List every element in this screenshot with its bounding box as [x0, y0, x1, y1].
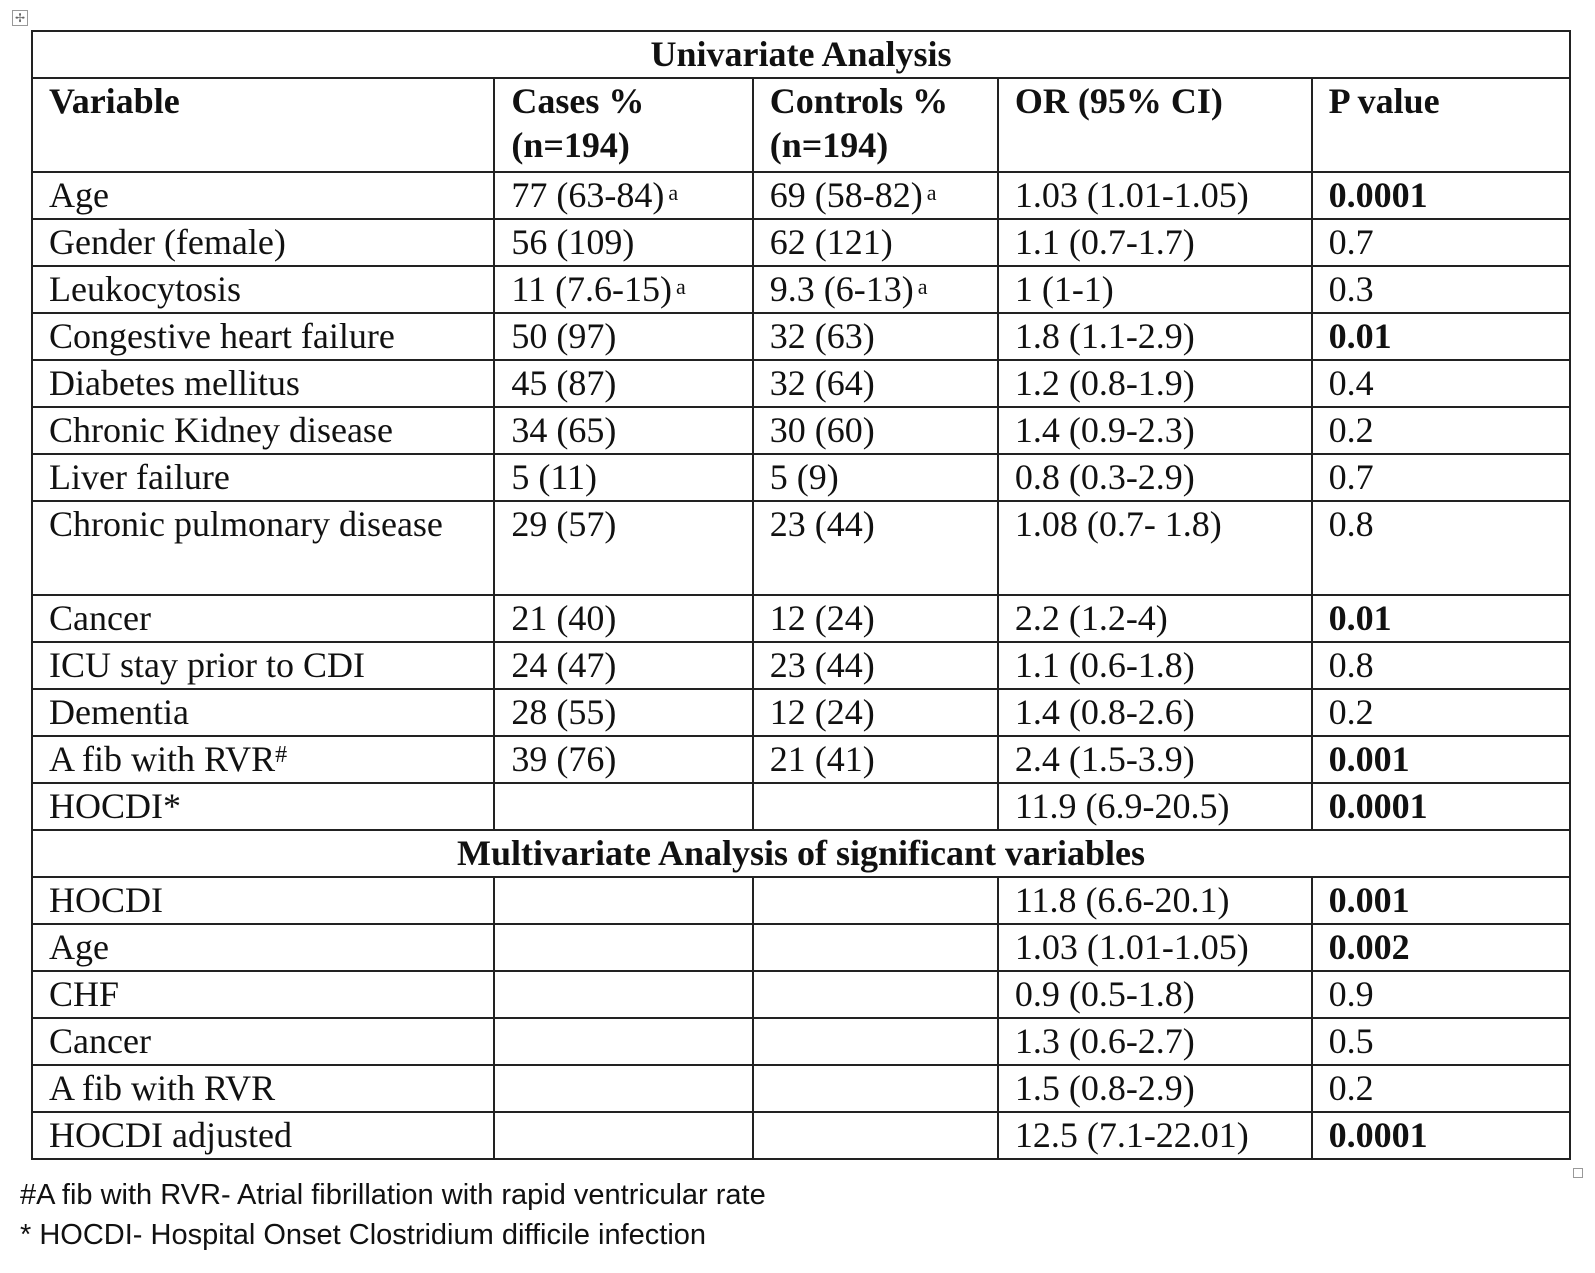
or-cell-text: 1.1 (0.6-1.8) — [1014, 645, 1195, 685]
cases-cell — [494, 360, 752, 407]
controls-cell — [753, 783, 998, 830]
p-value-cell — [1312, 642, 1570, 689]
variable-cell-text: Chronic Kidney disease — [49, 410, 393, 450]
p-value-cell-text: 0.0001 — [1328, 786, 1428, 826]
or-cell — [998, 454, 1312, 501]
controls-cell — [753, 1112, 998, 1159]
multivariate-body — [32, 877, 1570, 1159]
cases-cell — [494, 407, 752, 454]
variable-cell-footnote-mark: # — [275, 742, 288, 768]
cases-cell — [494, 266, 752, 313]
controls-cell-text: 9.3 (6-13) — [769, 269, 914, 309]
or-cell — [998, 689, 1312, 736]
variable-cell — [32, 877, 494, 924]
controls-cell — [753, 219, 998, 266]
table-row — [32, 1065, 1570, 1112]
controls-cell — [753, 501, 998, 595]
table-row — [32, 266, 1570, 313]
p-value-cell-text: 0.2 — [1328, 410, 1374, 450]
or-cell — [998, 971, 1312, 1018]
p-value-cell-text: 0.2 — [1328, 692, 1374, 732]
or-cell — [998, 360, 1312, 407]
cases-cell — [494, 1065, 752, 1112]
p-value-cell-text: 0.0001 — [1328, 1115, 1428, 1155]
table-row — [32, 407, 1570, 454]
or-cell — [998, 501, 1312, 595]
p-value-cell — [1312, 689, 1570, 736]
table-move-handle-icon[interactable]: ✢ — [12, 10, 28, 26]
controls-cell — [753, 407, 998, 454]
p-value-cell — [1312, 454, 1570, 501]
or-cell-text: 1.03 (1.01-1.05) — [1014, 175, 1249, 215]
p-value-cell-text: 0.7 — [1328, 457, 1374, 497]
variable-cell — [32, 313, 494, 360]
or-cell-text: 12.5 (7.1-22.01) — [1014, 1115, 1249, 1155]
or-cell-text: 2.2 (1.2-4) — [1014, 598, 1168, 638]
or-cell-text: 11.9 (6.9-20.5) — [1014, 786, 1230, 826]
p-value-cell-text: 0.3 — [1328, 269, 1374, 309]
p-value-cell-text: 0.8 — [1328, 645, 1374, 685]
variable-cell — [32, 595, 494, 642]
cases-cell-text: 5 (11) — [511, 457, 598, 497]
variable-cell — [32, 736, 494, 783]
or-cell — [998, 1112, 1312, 1159]
controls-cell-footnote-mark: a — [926, 180, 937, 205]
p-value-cell-text: 0.7 — [1328, 222, 1374, 262]
controls-cell-footnote-mark: a — [917, 274, 928, 299]
variable-cell-text: ICU stay prior to CDI — [49, 645, 365, 685]
controls-cell — [753, 313, 998, 360]
cases-cell — [494, 971, 752, 1018]
p-value-cell — [1312, 1018, 1570, 1065]
cases-cell-text: 77 (63-84) — [511, 175, 665, 215]
header-controls-line2: (n=194) — [769, 125, 889, 165]
variable-cell-text: Cancer — [49, 1021, 151, 1061]
variable-cell — [32, 1018, 494, 1065]
or-cell-text: 1.4 (0.8-2.6) — [1014, 692, 1195, 732]
controls-cell — [753, 924, 998, 971]
p-value-cell-text: 0.01 — [1328, 598, 1392, 638]
variable-cell — [32, 454, 494, 501]
variable-cell — [32, 501, 494, 595]
or-cell-text: 1.2 (0.8-1.9) — [1014, 363, 1195, 403]
controls-cell — [753, 689, 998, 736]
p-value-cell-text: 0.9 — [1328, 974, 1374, 1014]
variable-cell-text: Age — [49, 927, 109, 967]
cases-cell — [494, 219, 752, 266]
variable-cell — [32, 219, 494, 266]
table-row — [32, 1112, 1570, 1159]
or-cell — [998, 1018, 1312, 1065]
variable-cell-text: HOCDI* — [49, 786, 181, 826]
variable-cell — [32, 783, 494, 830]
cases-cell — [494, 172, 752, 219]
variable-cell — [32, 407, 494, 454]
p-value-cell-text: 0.0001 — [1328, 175, 1428, 215]
variable-cell-text: A fib with RVR — [49, 1068, 276, 1108]
variable-cell-text: Cancer — [49, 598, 151, 638]
or-cell — [998, 219, 1312, 266]
controls-cell — [753, 454, 998, 501]
variable-cell — [32, 642, 494, 689]
table-row — [32, 501, 1570, 595]
or-cell-text: 1.1 (0.7-1.7) — [1014, 222, 1195, 262]
variable-cell — [32, 971, 494, 1018]
controls-cell-text: 32 (63) — [769, 316, 875, 356]
univariate-title: Univariate Analysis — [32, 31, 1570, 78]
cases-cell — [494, 595, 752, 642]
table-row — [32, 219, 1570, 266]
controls-cell — [753, 266, 998, 313]
controls-cell-text: 30 (60) — [769, 410, 875, 450]
or-cell-text: 1.03 (1.01-1.05) — [1014, 927, 1249, 967]
table-row — [32, 1018, 1570, 1065]
table-row — [32, 360, 1570, 407]
controls-cell-text: 23 (44) — [769, 645, 875, 685]
or-cell — [998, 736, 1312, 783]
or-cell — [998, 783, 1312, 830]
p-value-cell — [1312, 971, 1570, 1018]
p-value-cell-text: 0.5 — [1328, 1021, 1374, 1061]
controls-cell — [753, 1065, 998, 1112]
header-cases-line2: (n=194) — [511, 125, 630, 165]
analysis-table — [31, 30, 1571, 1160]
controls-cell-text: 12 (24) — [769, 692, 875, 732]
variable-cell — [32, 266, 494, 313]
variable-cell-text: Gender (female) — [49, 222, 286, 262]
footnote-afib: #A fib with RVR- Atrial fibrillation with rapid ventricular rate — [20, 1179, 766, 1211]
p-value-cell — [1312, 736, 1570, 783]
or-cell — [998, 1065, 1312, 1112]
cases-cell-footnote-mark: a — [668, 180, 679, 205]
cases-cell-text: 45 (87) — [511, 363, 617, 403]
controls-cell-text: 12 (24) — [769, 598, 875, 638]
cases-cell-text: 56 (109) — [511, 222, 635, 262]
variable-cell-text: HOCDI — [49, 880, 163, 920]
multivariate-title: Multivariate Analysis of significant variables — [32, 830, 1570, 877]
or-cell-text: 1.3 (0.6-2.7) — [1014, 1021, 1195, 1061]
variable-cell — [32, 360, 494, 407]
table-row — [32, 642, 1570, 689]
variable-cell-text: Dementia — [49, 692, 189, 732]
variable-cell-text: Leukocytosis — [49, 269, 241, 309]
cases-cell — [494, 689, 752, 736]
variable-cell — [32, 924, 494, 971]
table-row — [32, 595, 1570, 642]
footnotes — [20, 1175, 766, 1255]
table-resize-handle-icon[interactable] — [1573, 1168, 1583, 1178]
cases-cell — [494, 454, 752, 501]
p-value-cell-text: 0.4 — [1328, 363, 1374, 403]
p-value-cell — [1312, 266, 1570, 313]
p-value-cell-text: 0.2 — [1328, 1068, 1374, 1108]
controls-cell-text: 21 (41) — [769, 739, 875, 779]
or-cell-text: 0.9 (0.5-1.8) — [1014, 974, 1195, 1014]
table-row — [32, 689, 1570, 736]
header-or: OR (95% CI) — [998, 78, 1312, 172]
p-value-cell-text: 0.002 — [1328, 927, 1410, 967]
or-cell-text: 1.4 (0.9-2.3) — [1014, 410, 1195, 450]
table-row — [32, 736, 1570, 783]
cases-cell — [494, 1112, 752, 1159]
or-cell-text: 1.5 (0.8-2.9) — [1014, 1068, 1195, 1108]
p-value-cell — [1312, 219, 1570, 266]
cases-cell — [494, 783, 752, 830]
cases-cell-text: 21 (40) — [511, 598, 617, 638]
or-cell-text: 11.8 (6.6-20.1) — [1014, 880, 1230, 920]
or-cell — [998, 595, 1312, 642]
variable-cell — [32, 1112, 494, 1159]
header-controls — [753, 78, 998, 172]
header-p: P value — [1312, 78, 1570, 172]
table-row — [32, 971, 1570, 1018]
cases-cell-text: 24 (47) — [511, 645, 617, 685]
or-cell — [998, 313, 1312, 360]
p-value-cell-text: 0.001 — [1328, 739, 1410, 779]
header-controls-line1: Controls % — [769, 81, 949, 121]
or-cell-text: 2.4 (1.5-3.9) — [1014, 739, 1195, 779]
p-value-cell — [1312, 172, 1570, 219]
p-value-cell — [1312, 1065, 1570, 1112]
variable-cell-text: Age — [49, 175, 109, 215]
controls-cell-text: 69 (58-82) — [769, 175, 923, 215]
controls-cell — [753, 172, 998, 219]
p-value-cell — [1312, 783, 1570, 830]
table-row — [32, 924, 1570, 971]
cases-cell — [494, 1018, 752, 1065]
p-value-cell — [1312, 877, 1570, 924]
variable-cell-text: CHF — [49, 974, 120, 1014]
controls-cell — [753, 642, 998, 689]
table-row — [32, 783, 1570, 830]
cases-cell-text: 50 (97) — [511, 316, 617, 356]
p-value-cell — [1312, 1112, 1570, 1159]
controls-cell — [753, 877, 998, 924]
univariate-title-row — [32, 31, 1570, 78]
table-row — [32, 877, 1570, 924]
variable-cell-text: Congestive heart failure — [49, 316, 395, 356]
or-cell — [998, 407, 1312, 454]
p-value-cell-text: 0.01 — [1328, 316, 1392, 356]
header-row — [32, 78, 1570, 172]
p-value-cell — [1312, 924, 1570, 971]
cases-cell — [494, 877, 752, 924]
variable-cell — [32, 1065, 494, 1112]
table-row — [32, 454, 1570, 501]
or-cell — [998, 172, 1312, 219]
table-row — [32, 172, 1570, 219]
cases-cell — [494, 924, 752, 971]
p-value-cell-text: 0.8 — [1328, 504, 1374, 544]
cases-cell — [494, 313, 752, 360]
or-cell — [998, 877, 1312, 924]
variable-cell-text: Chronic pulmonary disease — [49, 504, 443, 544]
or-cell — [998, 642, 1312, 689]
p-value-cell — [1312, 360, 1570, 407]
p-value-cell — [1312, 595, 1570, 642]
p-value-cell — [1312, 313, 1570, 360]
cases-cell — [494, 642, 752, 689]
controls-cell-text: 62 (121) — [769, 222, 893, 262]
multivariate-title-row — [32, 830, 1570, 877]
variable-cell-text: Diabetes mellitus — [49, 363, 300, 403]
or-cell — [998, 924, 1312, 971]
p-value-cell — [1312, 501, 1570, 595]
cases-cell-text: 39 (76) — [511, 739, 617, 779]
controls-cell-text: 32 (64) — [769, 363, 875, 403]
variable-cell — [32, 172, 494, 219]
cases-cell — [494, 736, 752, 783]
variable-cell-text: A fib with RVR — [49, 739, 276, 779]
or-cell-text: 1 (1-1) — [1014, 269, 1114, 309]
variable-cell-text: HOCDI adjusted — [49, 1115, 292, 1155]
cases-cell-text: 34 (65) — [511, 410, 617, 450]
controls-cell — [753, 736, 998, 783]
cases-cell-footnote-mark: a — [676, 274, 686, 299]
cases-cell — [494, 501, 752, 595]
p-value-cell-text: 0.001 — [1328, 880, 1410, 920]
cases-cell-text: 29 (57) — [511, 504, 617, 544]
controls-cell — [753, 595, 998, 642]
cases-cell-text: 11 (7.6-15) — [511, 269, 673, 309]
or-cell — [998, 266, 1312, 313]
or-cell-text: 0.8 (0.3-2.9) — [1014, 457, 1195, 497]
controls-cell — [753, 1018, 998, 1065]
univariate-body — [32, 172, 1570, 830]
header-cases — [494, 78, 752, 172]
footnote-hocdi: * HOCDI- Hospital Onset Clostridium difficile infection — [20, 1219, 707, 1251]
variable-cell — [32, 689, 494, 736]
controls-cell-text: 23 (44) — [769, 504, 875, 544]
header-variable: Variable — [32, 78, 494, 172]
header-cases-line1: Cases % — [511, 81, 645, 121]
variable-cell-text: Liver failure — [49, 457, 230, 497]
controls-cell — [753, 360, 998, 407]
table-row — [32, 313, 1570, 360]
controls-cell — [753, 971, 998, 1018]
or-cell-text: 1.8 (1.1-2.9) — [1014, 316, 1195, 356]
or-cell-text: 1.08 (0.7- 1.8) — [1014, 504, 1222, 544]
controls-cell-text: 5 (9) — [769, 457, 839, 497]
cases-cell-text: 28 (55) — [511, 692, 617, 732]
p-value-cell — [1312, 407, 1570, 454]
